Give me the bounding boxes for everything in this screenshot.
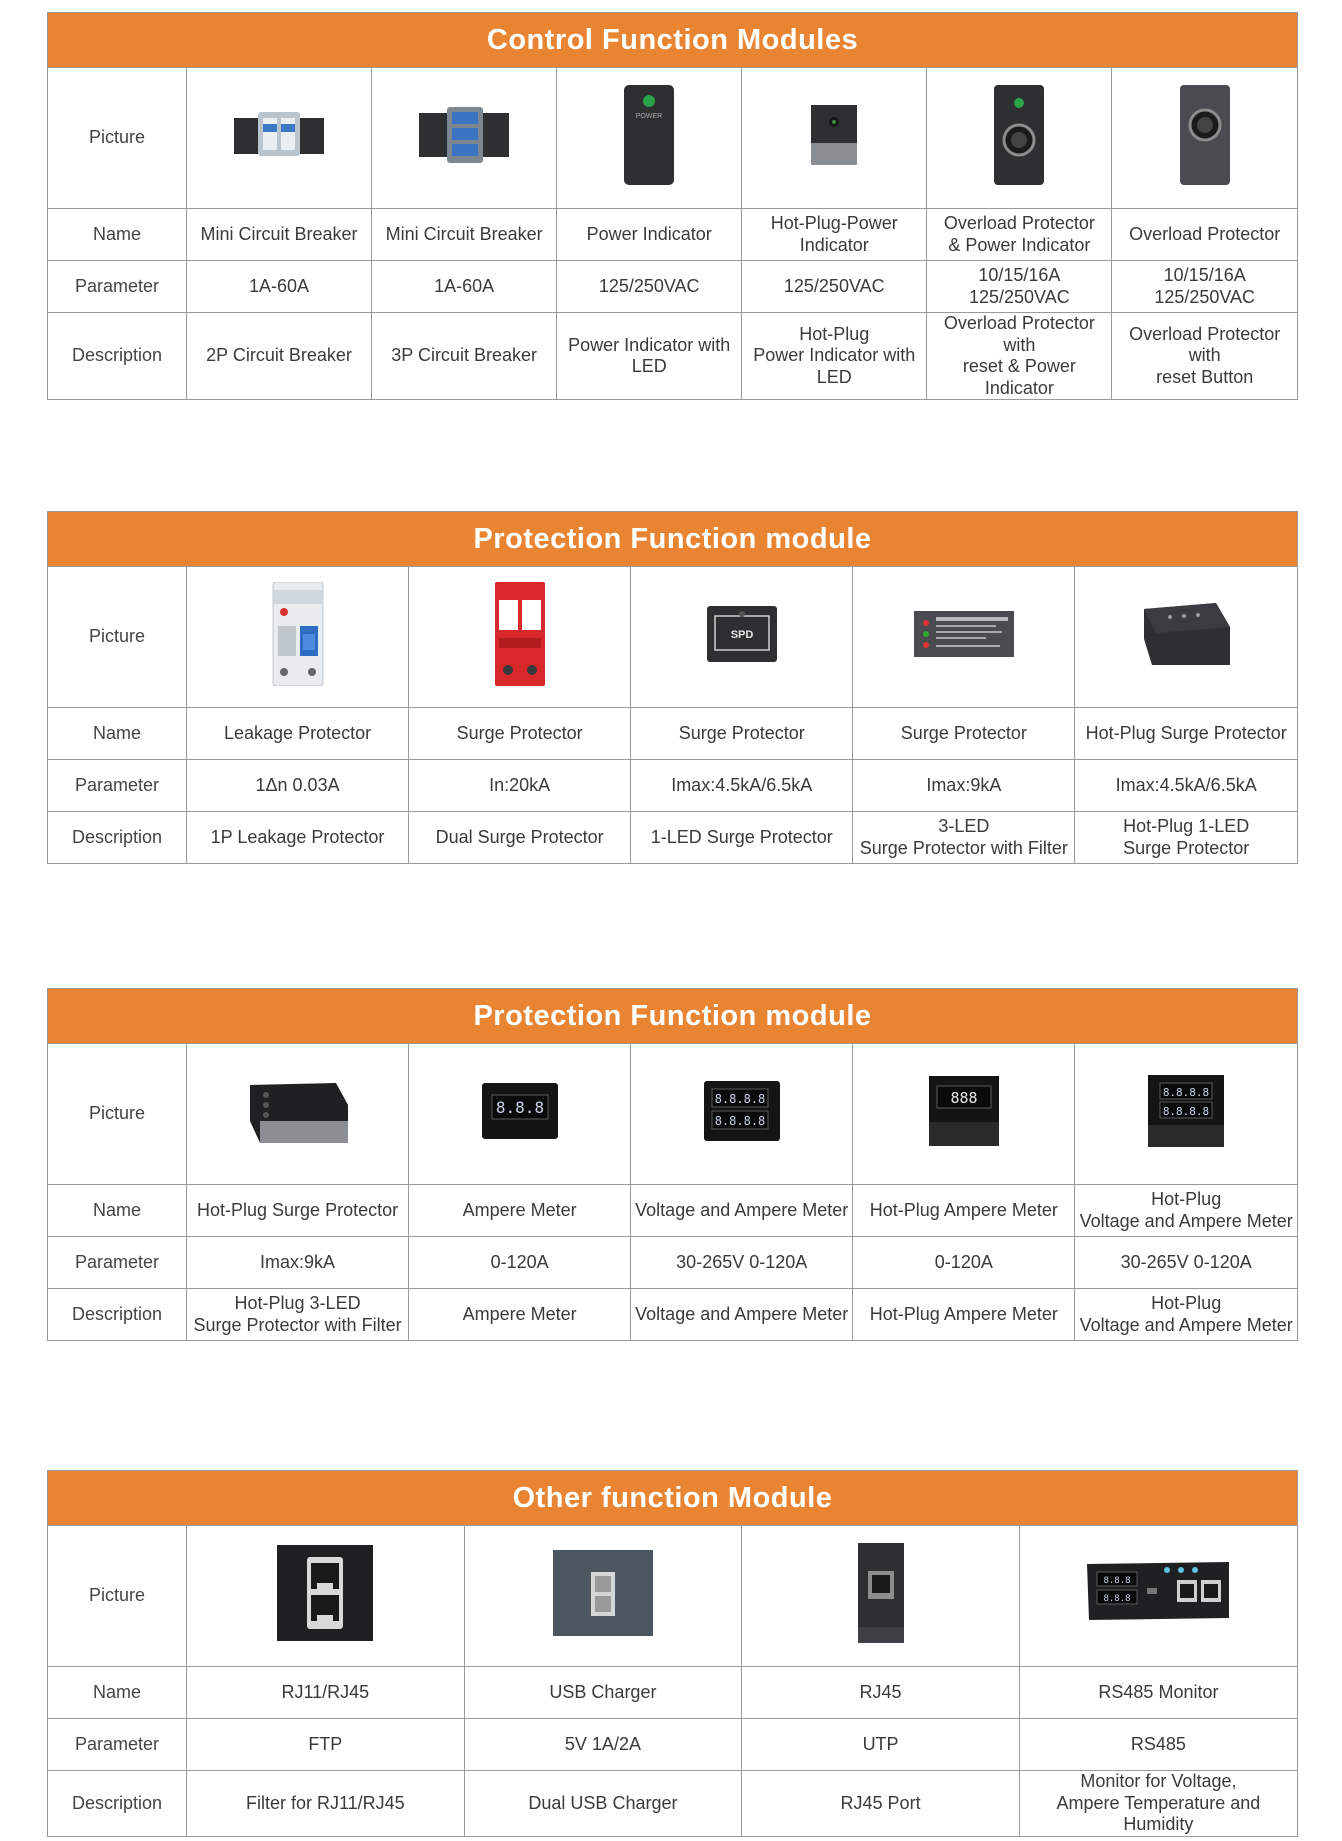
row-label-name: Name <box>48 1667 187 1719</box>
product-description: Hot-Plug Power Indicator with LED <box>742 313 927 400</box>
product-picture-cell <box>742 68 927 209</box>
product-picture-cell <box>1075 1044 1297 1185</box>
voltage-ampere-meter-image <box>704 1081 780 1147</box>
product-name: Voltage and Ampere Meter <box>631 1185 853 1237</box>
product-picture-cell <box>187 567 409 708</box>
name-row <box>48 209 1297 261</box>
row-label-name: Name <box>48 209 187 261</box>
row-label-parameter: Parameter <box>48 1719 187 1771</box>
product-description: Dual Surge Protector <box>409 812 631 864</box>
product-description: Filter for RJ11/RJ45 <box>187 1771 465 1836</box>
hot-plug-ampere-meter-image <box>929 1076 999 1152</box>
picture-row <box>48 1526 1297 1667</box>
product-parameter: 125/250VAC <box>557 261 742 313</box>
product-picture-cell <box>187 1044 409 1185</box>
description-row <box>48 1289 1297 1341</box>
row-label-description: Description <box>48 1771 187 1836</box>
product-name: Hot-Plug Surge Protector <box>187 1185 409 1237</box>
surge-protector-3led-image <box>914 611 1014 663</box>
name-row <box>48 708 1297 760</box>
hot-plug-surge-protector-image <box>1140 599 1232 675</box>
product-parameter: 5V 1A/2A <box>464 1719 742 1771</box>
section-title: Other function Module <box>48 1471 1297 1526</box>
svg-text:8.8.8.8: 8.8.8.8 <box>1163 1086 1210 1100</box>
parameter-row <box>48 261 1297 313</box>
product-picture-cell <box>1075 567 1297 708</box>
product-parameter: 30-265V 0-120A <box>631 1237 853 1289</box>
row-label-picture: Picture <box>48 68 187 209</box>
product-description: RJ45 Port <box>742 1771 1020 1836</box>
surge-protector-1led-image <box>707 606 777 668</box>
product-name: Hot-Plug Surge Protector <box>1075 708 1297 760</box>
name-row <box>48 1185 1297 1237</box>
product-name: Leakage Protector <box>187 708 409 760</box>
product-description: Hot-Plug 3-LED Surge Protector with Filter <box>187 1289 409 1341</box>
row-label-parameter: Parameter <box>48 1237 187 1289</box>
product-description: 3-LED Surge Protector with Filter <box>853 812 1075 864</box>
hot-plug-surge-protector-3led-image <box>246 1077 350 1151</box>
product-description: Monitor for Voltage, Ampere Temperature and Humidity <box>1019 1771 1297 1836</box>
product-name: Hot-Plug Ampere Meter <box>853 1185 1075 1237</box>
product-name: Mini Circuit Breaker <box>187 209 372 261</box>
svg-text:8.8.8.8: 8.8.8.8 <box>714 1114 766 1129</box>
rj11-rj45-image <box>277 1545 373 1647</box>
product-description: 2P Circuit Breaker <box>187 313 372 400</box>
picture-row <box>48 68 1297 209</box>
product-name: Ampere Meter <box>409 1185 631 1237</box>
row-label-name: Name <box>48 708 187 760</box>
svg-text:SPD: SPD <box>730 629 754 642</box>
product-description: 1-LED Surge Protector <box>631 812 853 864</box>
product-name: Hot-Plug Voltage and Ampere Meter <box>1075 1185 1297 1237</box>
svg-text:8.8.8: 8.8.8 <box>1103 1576 1131 1587</box>
product-name: Surge Protector <box>631 708 853 760</box>
product-name: Hot-Plug-Power Indicator <box>742 209 927 261</box>
product-name: Power Indicator <box>557 209 742 261</box>
product-parameter: Imax:9kA <box>853 760 1075 812</box>
description-row <box>48 812 1297 864</box>
usb-charger-image <box>553 1550 653 1642</box>
product-parameter: 0-120A <box>409 1237 631 1289</box>
row-label-description: Description <box>48 313 187 400</box>
svg-text:POWER: POWER <box>635 113 663 121</box>
row-label-parameter: Parameter <box>48 261 187 313</box>
module-table <box>48 567 1297 863</box>
product-parameter: Imax:9kA <box>187 1237 409 1289</box>
product-description: Power Indicator with LED <box>557 313 742 400</box>
product-description: 1P Leakage Protector <box>187 812 409 864</box>
product-name: Overload Protector & Power Indicator <box>927 209 1112 261</box>
overload-protector-indicator-image <box>994 85 1044 191</box>
product-description: Dual USB Charger <box>464 1771 742 1836</box>
mini-circuit-breaker-2p-image <box>234 110 324 166</box>
product-picture-cell <box>1112 68 1297 209</box>
product-parameter: RS485 <box>1019 1719 1297 1771</box>
row-label-parameter: Parameter <box>48 760 187 812</box>
product-picture-cell <box>742 1526 1020 1667</box>
parameter-row <box>48 760 1297 812</box>
product-name: Overload Protector <box>1112 209 1297 261</box>
svg-text:8.8.8.8: 8.8.8.8 <box>714 1092 766 1107</box>
product-picture-cell <box>372 68 557 209</box>
product-description: Voltage and Ampere Meter <box>631 1289 853 1341</box>
leakage-protector-image <box>270 582 326 692</box>
parameter-row <box>48 1237 1297 1289</box>
product-picture-cell <box>927 68 1112 209</box>
product-parameter: 1Δn 0.03A <box>187 760 409 812</box>
product-picture-cell <box>853 567 1075 708</box>
product-parameter: In:20kA <box>409 760 631 812</box>
product-description: Hot-Plug Ampere Meter <box>853 1289 1075 1341</box>
section-title: Protection Function module <box>48 989 1297 1044</box>
product-parameter: 125/250VAC <box>742 261 927 313</box>
product-description: Overload Protector with reset & Power Indicator <box>927 313 1112 400</box>
rj45-port-image <box>858 1543 904 1649</box>
module-section <box>47 988 1298 1341</box>
name-row <box>48 1667 1297 1719</box>
product-description: Hot-Plug Voltage and Ampere Meter <box>1075 1289 1297 1341</box>
picture-row <box>48 1044 1297 1185</box>
product-parameter: UTP <box>742 1719 1020 1771</box>
product-name: RJ45 <box>742 1667 1020 1719</box>
product-description: Hot-Plug 1-LED Surge Protector <box>1075 812 1297 864</box>
product-parameter: Imax:4.5kA/6.5kA <box>1075 760 1297 812</box>
product-description: Ampere Meter <box>409 1289 631 1341</box>
module-section <box>47 511 1298 864</box>
product-parameter: 1A-60A <box>372 261 557 313</box>
module-table <box>48 1044 1297 1340</box>
product-parameter: 10/15/16A 125/250VAC <box>927 261 1112 313</box>
product-picture-cell <box>409 1044 631 1185</box>
mini-circuit-breaker-3p-image <box>419 107 509 169</box>
product-parameter: Imax:4.5kA/6.5kA <box>631 760 853 812</box>
hot-plug-power-indicator-image <box>811 105 857 171</box>
svg-text:888: 888 <box>950 1089 978 1108</box>
svg-text:8.8.8: 8.8.8 <box>1103 1594 1131 1605</box>
row-label-description: Description <box>48 1289 187 1341</box>
row-label-picture: Picture <box>48 567 187 708</box>
product-parameter: FTP <box>187 1719 465 1771</box>
row-label-picture: Picture <box>48 1526 187 1667</box>
picture-row <box>48 567 1297 708</box>
row-label-picture: Picture <box>48 1044 187 1185</box>
svg-text:8.8.8.8: 8.8.8.8 <box>1163 1105 1210 1119</box>
product-picture-cell <box>464 1526 742 1667</box>
product-description: 3P Circuit Breaker <box>372 313 557 400</box>
power-indicator-image <box>624 85 674 191</box>
description-row <box>48 1771 1297 1836</box>
row-label-description: Description <box>48 812 187 864</box>
module-section <box>47 1470 1298 1837</box>
product-parameter: 0-120A <box>853 1237 1075 1289</box>
product-picture-cell <box>557 68 742 209</box>
ampere-meter-image <box>482 1083 558 1145</box>
product-picture-cell <box>1019 1526 1297 1667</box>
product-name: RS485 Monitor <box>1019 1667 1297 1719</box>
product-picture-cell <box>853 1044 1075 1185</box>
product-picture-cell <box>631 1044 853 1185</box>
module-section <box>47 12 1298 400</box>
product-picture-cell <box>409 567 631 708</box>
surge-protector-dual-image <box>495 582 545 692</box>
product-description: Overload Protector with reset Button <box>1112 313 1297 400</box>
row-label-name: Name <box>48 1185 187 1237</box>
product-name: Surge Protector <box>853 708 1075 760</box>
parameter-row <box>48 1719 1297 1771</box>
module-table <box>48 68 1297 399</box>
product-name: Mini Circuit Breaker <box>372 209 557 261</box>
product-picture-cell <box>631 567 853 708</box>
description-row <box>48 313 1297 400</box>
section-title: Control Function Modules <box>48 13 1297 68</box>
product-parameter: 1A-60A <box>187 261 372 313</box>
product-name: RJ11/RJ45 <box>187 1667 465 1719</box>
product-name: USB Charger <box>464 1667 742 1719</box>
product-parameter: 30-265V 0-120A <box>1075 1237 1297 1289</box>
product-name: Surge Protector <box>409 708 631 760</box>
rs485-monitor-image <box>1083 1558 1233 1634</box>
module-table <box>48 1526 1297 1836</box>
product-picture-cell <box>187 1526 465 1667</box>
section-title: Protection Function module <box>48 512 1297 567</box>
svg-text:8.8.8: 8.8.8 <box>495 1098 544 1118</box>
hot-plug-voltage-ampere-meter-image <box>1148 1075 1224 1153</box>
overload-protector-image <box>1180 85 1230 191</box>
product-picture-cell <box>187 68 372 209</box>
product-parameter: 10/15/16A 125/250VAC <box>1112 261 1297 313</box>
